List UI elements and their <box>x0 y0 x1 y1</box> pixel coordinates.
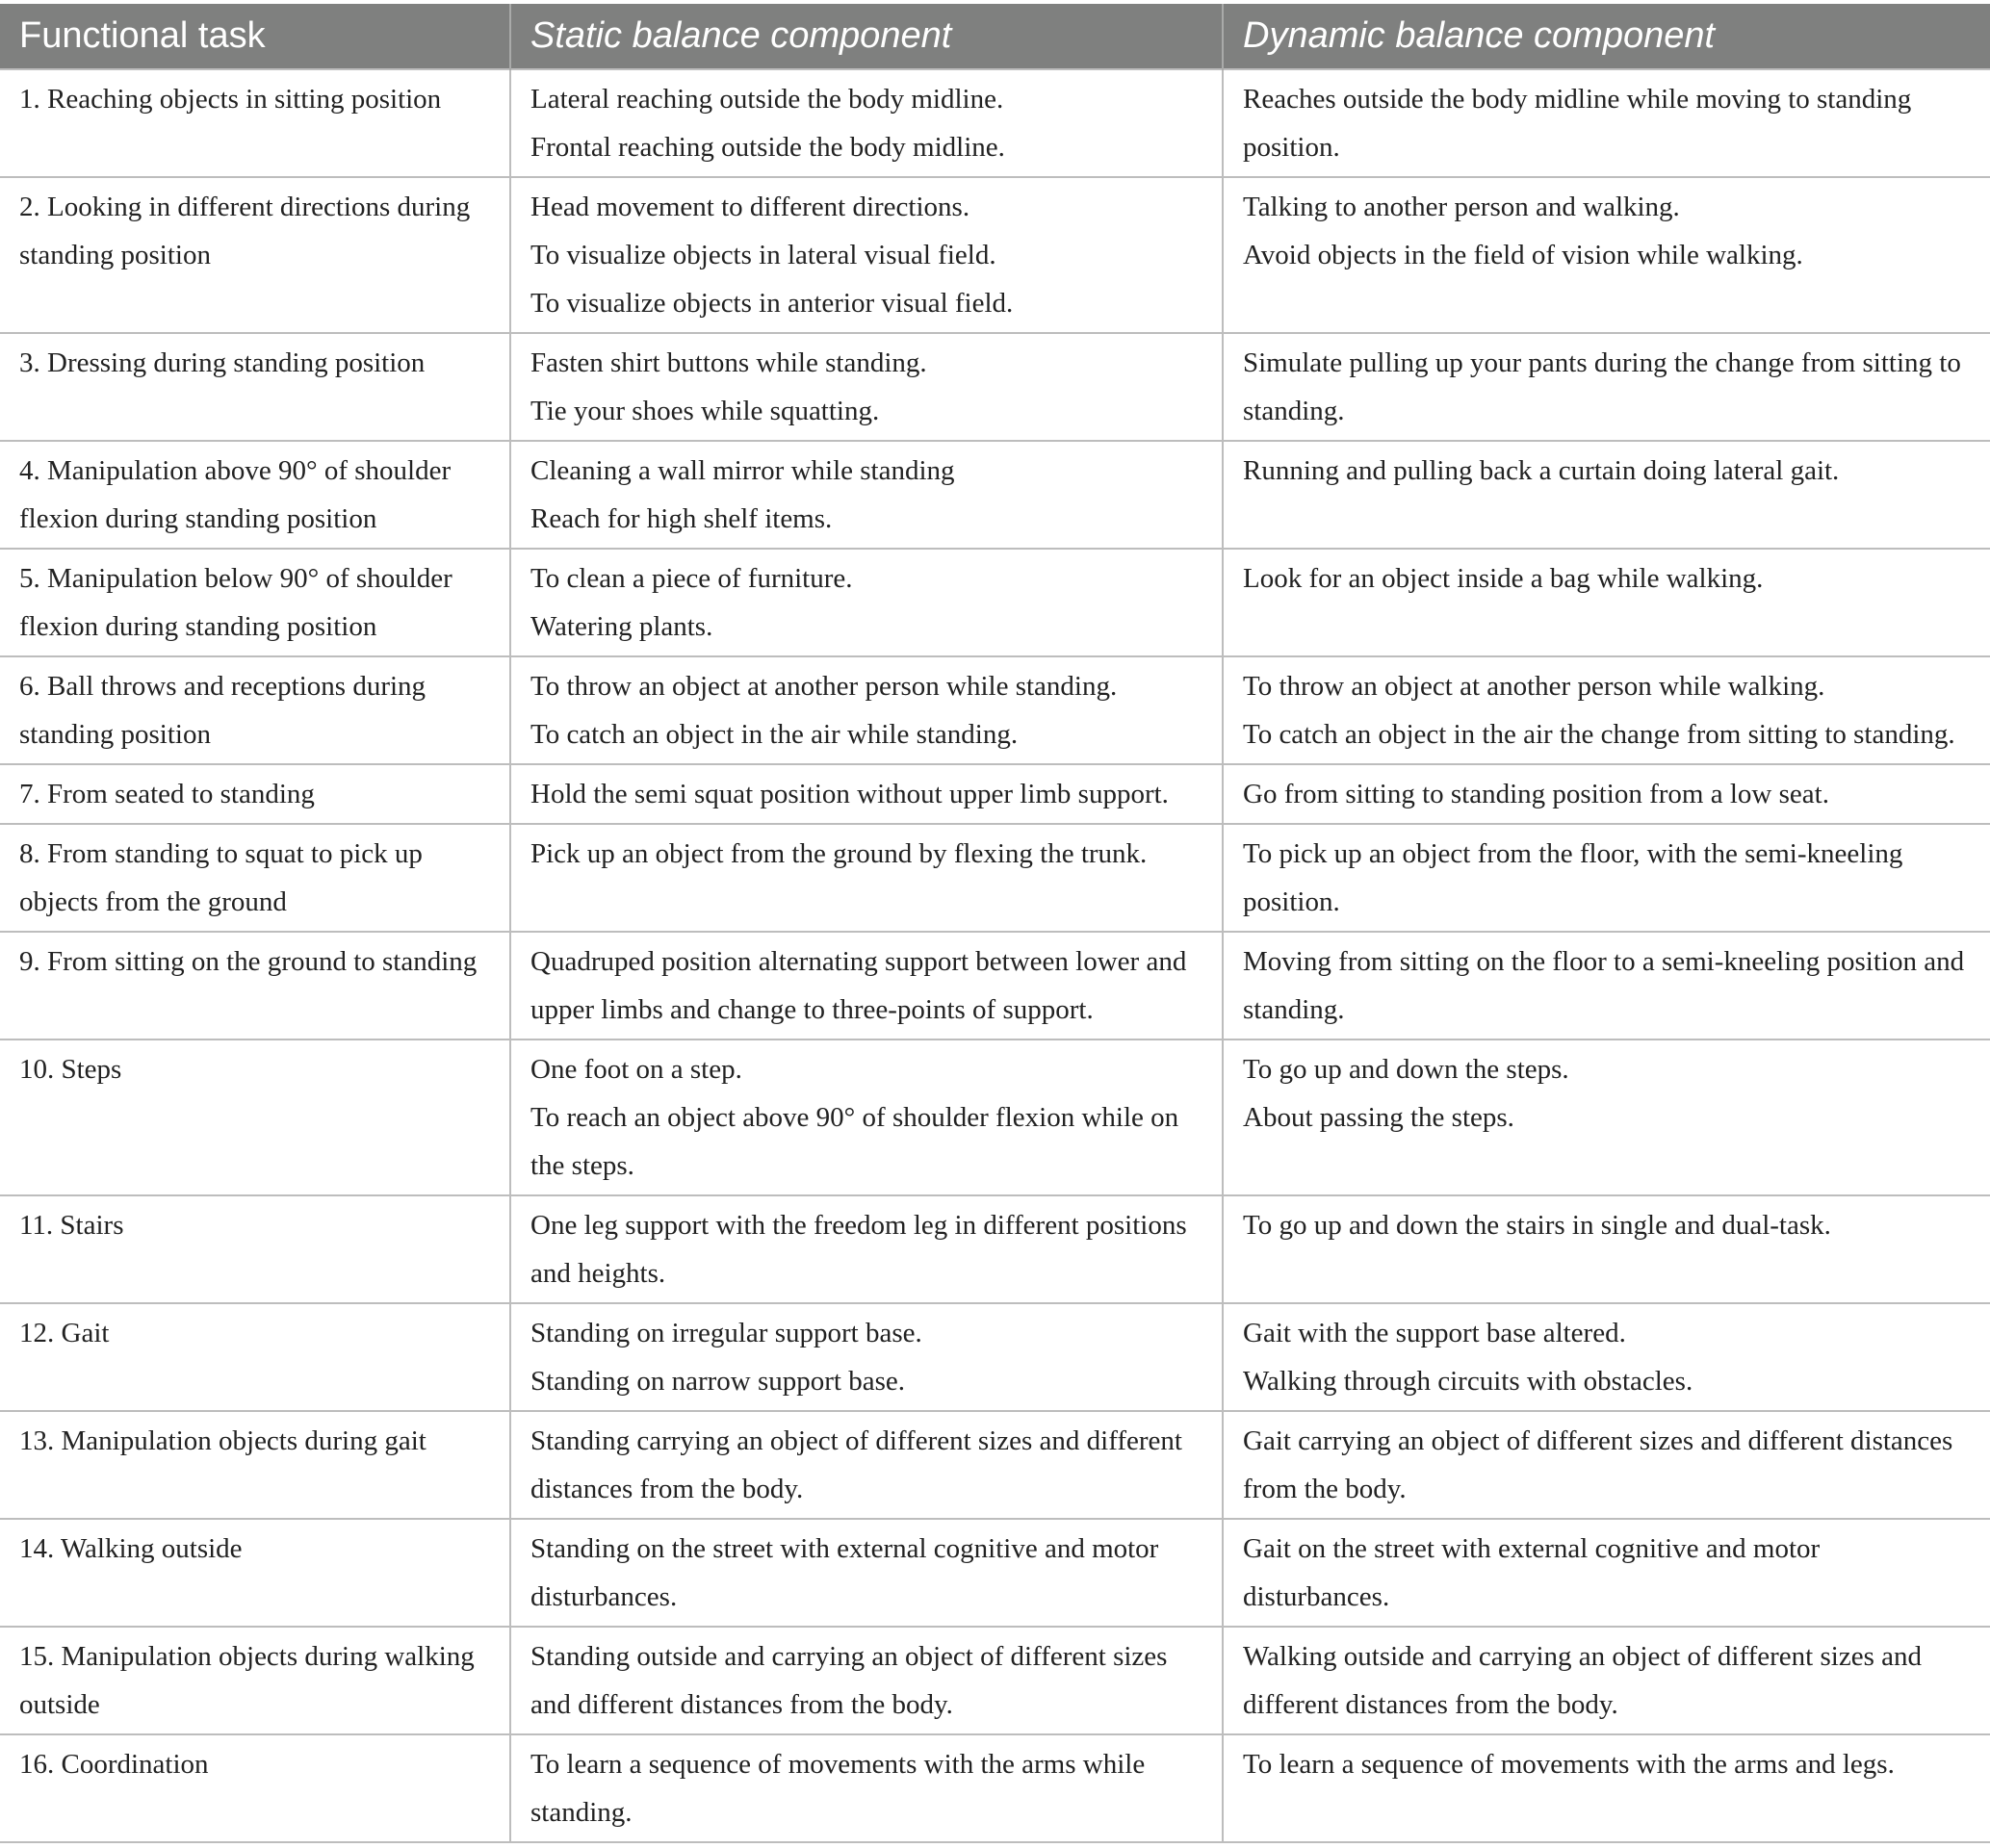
static-balance-item: To clean a piece of furniture. <box>530 563 853 594</box>
dynamic-balance-item: To go up and down the steps. <box>1243 1054 1569 1085</box>
static-balance-cell <box>510 441 1223 549</box>
dynamic-balance-item: Walking outside and carrying an object of different sizes and different distances from the body. <box>1243 1641 1922 1720</box>
dynamic-balance-item: Running and pulling back a curtain doing lateral gait. <box>1243 455 1840 486</box>
static-balance-item: Quadruped position alternating support between lower and upper limbs and change to three-points of support. <box>530 946 1187 1025</box>
table-row <box>0 69 1990 177</box>
static-balance-cell <box>510 1040 1223 1195</box>
dynamic-balance-item: To go up and down the stairs in single and dual-task. <box>1243 1210 1831 1241</box>
static-balance-item: To visualize objects in lateral visual field. <box>530 240 996 270</box>
dynamic-balance-cell <box>1223 824 1990 932</box>
dynamic-balance-item: Simulate pulling up your pants during the change from sitting to standing. <box>1243 347 1961 426</box>
table-body <box>0 69 1990 1842</box>
dynamic-balance-cell <box>1223 177 1990 333</box>
table-row <box>0 1040 1990 1195</box>
static-balance-item: One foot on a step. <box>530 1054 742 1085</box>
functional-task-cell: 1. Reaching objects in sitting position <box>0 69 510 177</box>
static-balance-item: To learn a sequence of movements with the arms while standing. <box>530 1749 1146 1828</box>
dynamic-balance-cell <box>1223 764 1990 824</box>
static-balance-item: One leg support with the freedom leg in different positions and heights. <box>530 1210 1187 1289</box>
dynamic-balance-cell <box>1223 1627 1990 1734</box>
static-balance-item: To catch an object in the air while standing. <box>530 719 1019 750</box>
dynamic-balance-item: Look for an object inside a bag while walking. <box>1243 563 1764 594</box>
static-balance-cell <box>510 824 1223 932</box>
static-balance-item: Lateral reaching outside the body midline. <box>530 84 1004 115</box>
static-balance-cell <box>510 549 1223 656</box>
dynamic-balance-item: Walking through circuits with obstacles. <box>1243 1366 1693 1397</box>
table-row <box>0 441 1990 549</box>
header-dynamic-balance: Dynamic balance component <box>1223 4 1990 69</box>
functional-task-cell: 16. Coordination <box>0 1734 510 1842</box>
static-balance-cell <box>510 1195 1223 1303</box>
dynamic-balance-cell <box>1223 1734 1990 1842</box>
table-row <box>0 1195 1990 1303</box>
functional-task-cell: 2. Looking in different directions during standing position <box>0 177 510 333</box>
functional-task-cell: 3. Dressing during standing position <box>0 333 510 441</box>
functional-task-cell: 7. From seated to standing <box>0 764 510 824</box>
static-balance-cell <box>510 69 1223 177</box>
dynamic-balance-item: Moving from sitting on the floor to a semi-kneeling position and standing. <box>1243 946 1965 1025</box>
dynamic-balance-item: Gait with the support base altered. <box>1243 1318 1626 1348</box>
table-row <box>0 333 1990 441</box>
dynamic-balance-item: To throw an object at another person while walking. <box>1243 671 1825 702</box>
dynamic-balance-cell <box>1223 656 1990 764</box>
functional-task-cell: 15. Manipulation objects during walking outside <box>0 1627 510 1734</box>
dynamic-balance-cell <box>1223 1195 1990 1303</box>
dynamic-balance-item: Avoid objects in the field of vision while walking. <box>1243 240 1803 270</box>
functional-task-cell: 5. Manipulation below 90° of shoulder flexion during standing position <box>0 549 510 656</box>
dynamic-balance-item: To catch an object in the air the change from sitting to standing. <box>1243 719 1955 750</box>
functional-task-cell: 12. Gait <box>0 1303 510 1411</box>
functional-task-cell: 14. Walking outside <box>0 1519 510 1627</box>
table-row <box>0 932 1990 1040</box>
static-balance-cell <box>510 333 1223 441</box>
table-row <box>0 1734 1990 1842</box>
dynamic-balance-item: Gait on the street with external cognitive and motor disturbances. <box>1243 1533 1821 1612</box>
dynamic-balance-cell <box>1223 932 1990 1040</box>
table-row <box>0 824 1990 932</box>
static-balance-cell <box>510 1734 1223 1842</box>
table-row <box>0 549 1990 656</box>
dynamic-balance-item: About passing the steps. <box>1243 1102 1514 1133</box>
table-row <box>0 764 1990 824</box>
dynamic-balance-item: Talking to another person and walking. <box>1243 192 1680 222</box>
dynamic-balance-item: Gait carrying an object of different sizes and different distances from the body. <box>1243 1425 1953 1504</box>
functional-task-cell: 10. Steps <box>0 1040 510 1195</box>
functional-task-cell: 6. Ball throws and receptions during standing position <box>0 656 510 764</box>
dynamic-balance-item: To learn a sequence of movements with the arms and legs. <box>1243 1749 1895 1780</box>
static-balance-item: Pick up an object from the ground by flexing the trunk. <box>530 838 1148 869</box>
static-balance-item: Standing on narrow support base. <box>530 1366 906 1397</box>
static-balance-item: To visualize objects in anterior visual field. <box>530 288 1014 319</box>
static-balance-item: Cleaning a wall mirror while standing <box>530 455 955 486</box>
table-row <box>0 1303 1990 1411</box>
static-balance-cell <box>510 932 1223 1040</box>
balance-task-table <box>0 4 1990 1843</box>
static-balance-item: Tie your shoes while squatting. <box>530 396 880 426</box>
table-row <box>0 1519 1990 1627</box>
functional-task-cell: 9. From sitting on the ground to standing <box>0 932 510 1040</box>
dynamic-balance-item: Reaches outside the body midline while moving to standing position. <box>1243 84 1912 163</box>
static-balance-item: Standing on irregular support base. <box>530 1318 922 1348</box>
static-balance-item: Reach for high shelf items. <box>530 503 833 534</box>
static-balance-cell <box>510 656 1223 764</box>
header-static-balance: Static balance component <box>510 4 1223 69</box>
dynamic-balance-cell <box>1223 441 1990 549</box>
dynamic-balance-cell <box>1223 1303 1990 1411</box>
static-balance-item: Hold the semi squat position without upper limb support. <box>530 779 1169 809</box>
static-balance-cell <box>510 177 1223 333</box>
static-balance-item: Watering plants. <box>530 611 713 642</box>
static-balance-cell <box>510 1411 1223 1519</box>
static-balance-cell <box>510 764 1223 824</box>
dynamic-balance-cell <box>1223 1519 1990 1627</box>
table-header-row <box>0 4 1990 69</box>
dynamic-balance-item: Go from sitting to standing position from a low seat. <box>1243 779 1829 809</box>
table-row <box>0 1627 1990 1734</box>
dynamic-balance-cell <box>1223 69 1990 177</box>
static-balance-item: To throw an object at another person while standing. <box>530 671 1118 702</box>
dynamic-balance-cell <box>1223 1411 1990 1519</box>
dynamic-balance-item: To pick up an object from the floor, with the semi-kneeling position. <box>1243 838 1903 917</box>
header-functional-task: Functional task <box>0 4 510 69</box>
static-balance-cell <box>510 1303 1223 1411</box>
static-balance-item: Standing outside and carrying an object of different sizes and different distances from the body. <box>530 1641 1168 1720</box>
table-row <box>0 1411 1990 1519</box>
static-balance-item: Frontal reaching outside the body midline. <box>530 132 1005 163</box>
dynamic-balance-cell <box>1223 1040 1990 1195</box>
functional-task-cell: 4. Manipulation above 90° of shoulder flexion during standing position <box>0 441 510 549</box>
table-row <box>0 656 1990 764</box>
static-balance-cell <box>510 1627 1223 1734</box>
functional-task-cell: 8. From standing to squat to pick up objects from the ground <box>0 824 510 932</box>
dynamic-balance-cell <box>1223 333 1990 441</box>
static-balance-item: Fasten shirt buttons while standing. <box>530 347 927 378</box>
static-balance-item: Standing on the street with external cognitive and motor disturbances. <box>530 1533 1159 1612</box>
static-balance-item: Standing carrying an object of different sizes and different distances from the body. <box>530 1425 1182 1504</box>
functional-task-cell: 11. Stairs <box>0 1195 510 1303</box>
static-balance-item: To reach an object above 90° of shoulder flexion while on the steps. <box>530 1102 1179 1181</box>
table-row <box>0 177 1990 333</box>
dynamic-balance-cell <box>1223 549 1990 656</box>
static-balance-cell <box>510 1519 1223 1627</box>
functional-task-cell: 13. Manipulation objects during gait <box>0 1411 510 1519</box>
static-balance-item: Head movement to different directions. <box>530 192 970 222</box>
